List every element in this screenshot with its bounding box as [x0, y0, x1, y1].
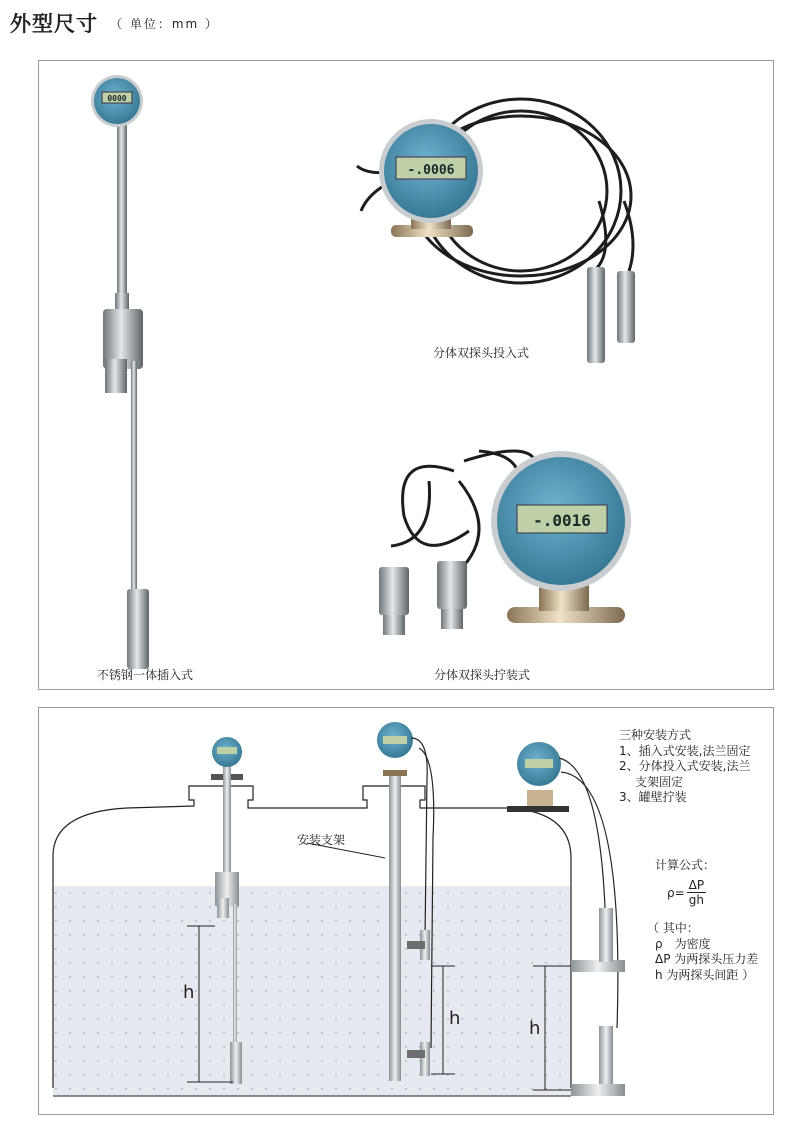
- h-label: h: [529, 1018, 541, 1039]
- method-item: 支架固定: [635, 774, 684, 789]
- integrated-insertion-sensor: [91, 75, 149, 669]
- h-label: h: [183, 982, 195, 1003]
- installation-diagram-panel: [38, 707, 774, 1115]
- method-item: 3、罐壁拧装: [619, 790, 687, 804]
- caption-submersible: 分体双探头投入式: [433, 346, 530, 360]
- unit-label: （ 单位：mm ）: [110, 17, 220, 31]
- legend-line: h 为两探头间距 ）: [655, 967, 755, 982]
- bracket-label: 安装支架: [297, 833, 346, 847]
- formula-lhs: ρ=: [667, 885, 685, 900]
- formula: [667, 878, 706, 907]
- caption-integrated: 不锈钢一体插入式: [97, 668, 194, 682]
- legend-line: ΔP 为两探头压力差: [655, 952, 759, 966]
- formula-legend: [647, 921, 758, 983]
- formula-title: 计算公式：: [655, 858, 716, 872]
- page-title: 外型尺寸: [10, 12, 98, 36]
- installation-methods: [619, 728, 750, 806]
- display-readout: -.0016: [533, 511, 591, 530]
- product-illustrations: [39, 61, 773, 689]
- h-label: h: [449, 1008, 461, 1029]
- method-item: 2、分体投入式安装,法兰: [619, 759, 751, 773]
- legend-line: ρ 为密度: [655, 936, 711, 951]
- method-item: 1、插入式安装,法兰固定: [619, 743, 751, 758]
- product-photos-panel: [38, 60, 774, 690]
- formula-denominator: gh: [688, 893, 705, 907]
- svg-text:0000: 0000: [107, 94, 127, 103]
- formula-numerator: ΔP: [688, 878, 705, 892]
- caption-threaded: 分体双探头拧装式: [434, 668, 531, 682]
- methods-title: 三种安装方式: [619, 728, 692, 742]
- display-readout: -.0006: [407, 163, 455, 178]
- legend-line: （ 其中：: [647, 921, 699, 935]
